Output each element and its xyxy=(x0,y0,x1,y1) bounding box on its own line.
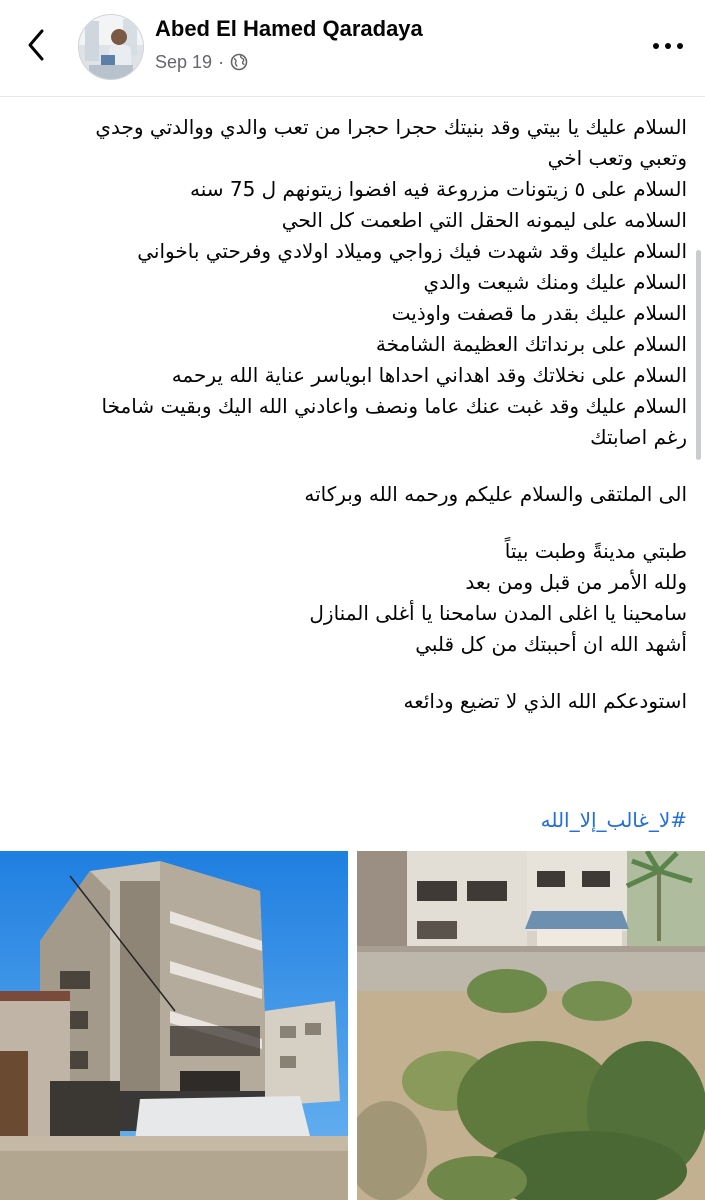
post-line: السلامه على ليمونه الحقل التي اطعمت كل الحي xyxy=(281,208,687,232)
post-line: السلام عليك ومنك شيعت والدي xyxy=(423,270,687,294)
post-line: السلام على ٥ زيتونات مزروعة فيه افضوا زيتونهم ل 75 سنه xyxy=(189,177,687,201)
author-name[interactable]: Abed El Hamed Qaradaya xyxy=(155,16,423,41)
post-meta xyxy=(155,50,248,74)
verse-line: سامحينا يا اغلى المدن سامحنا يا أغلى المنازل xyxy=(309,601,687,625)
post-text xyxy=(70,112,687,717)
post-date[interactable]: Sep 19 xyxy=(155,51,213,72)
more-dots-icon xyxy=(665,43,671,49)
farewell-line: الى الملتقى والسلام عليكم ورحمه الله وبركاته xyxy=(304,482,687,506)
chevron-left-icon xyxy=(22,27,52,63)
more-options-button[interactable] xyxy=(648,40,688,52)
scrollbar[interactable] xyxy=(696,250,701,460)
photo-garden[interactable] xyxy=(357,851,705,1200)
post-line: السلام على نخلاتك وقد اهداني احداها ابوياسر عناية الله يرحمه xyxy=(171,363,687,387)
globe-icon[interactable] xyxy=(230,53,248,71)
post-line: السلام على برنداتك العظيمة الشامخة xyxy=(375,332,687,356)
verse-line: ولله الأمر من قبل ومن بعد xyxy=(465,570,687,594)
more-dots-icon xyxy=(677,43,683,49)
closing-line: استودعكم الله الذي لا تضيع ودائعه xyxy=(403,689,687,713)
photo-building[interactable] xyxy=(0,851,348,1200)
post-header xyxy=(0,0,705,97)
garden-photo xyxy=(357,851,705,1200)
meta-separator: · xyxy=(218,51,225,72)
building-photo xyxy=(0,851,348,1200)
more-dots-icon xyxy=(653,43,659,49)
hashtag-link[interactable]: #لا_غالب_إلا_الله xyxy=(540,808,687,832)
verse-line: طبتي مدينةً وطبت بيتاً xyxy=(504,539,687,563)
avatar-photo xyxy=(79,15,143,79)
post-line: السلام عليك وقد شهدت فيك زواجي وميلاد اولادي وفرحتي باخواني xyxy=(137,239,687,263)
post-line: السلام عليك بقدر ما قصفت واوذيت xyxy=(391,301,687,325)
post-line: السلام عليك يا بيتي وقد بنيتك حجرا حجرا من تعب والدي ووالدتي وجدي وتعبي وتعب اخي xyxy=(95,115,687,170)
back-button[interactable] xyxy=(22,27,52,63)
post-line: السلام عليك وقد غبت عنك عاما ونصف واعادني الله اليك وبقيت شامخا رغم اصابتك xyxy=(101,394,687,449)
verse-line: أشهد الله ان أحببتك من كل قلبي xyxy=(415,632,687,656)
avatar[interactable] xyxy=(78,14,144,80)
